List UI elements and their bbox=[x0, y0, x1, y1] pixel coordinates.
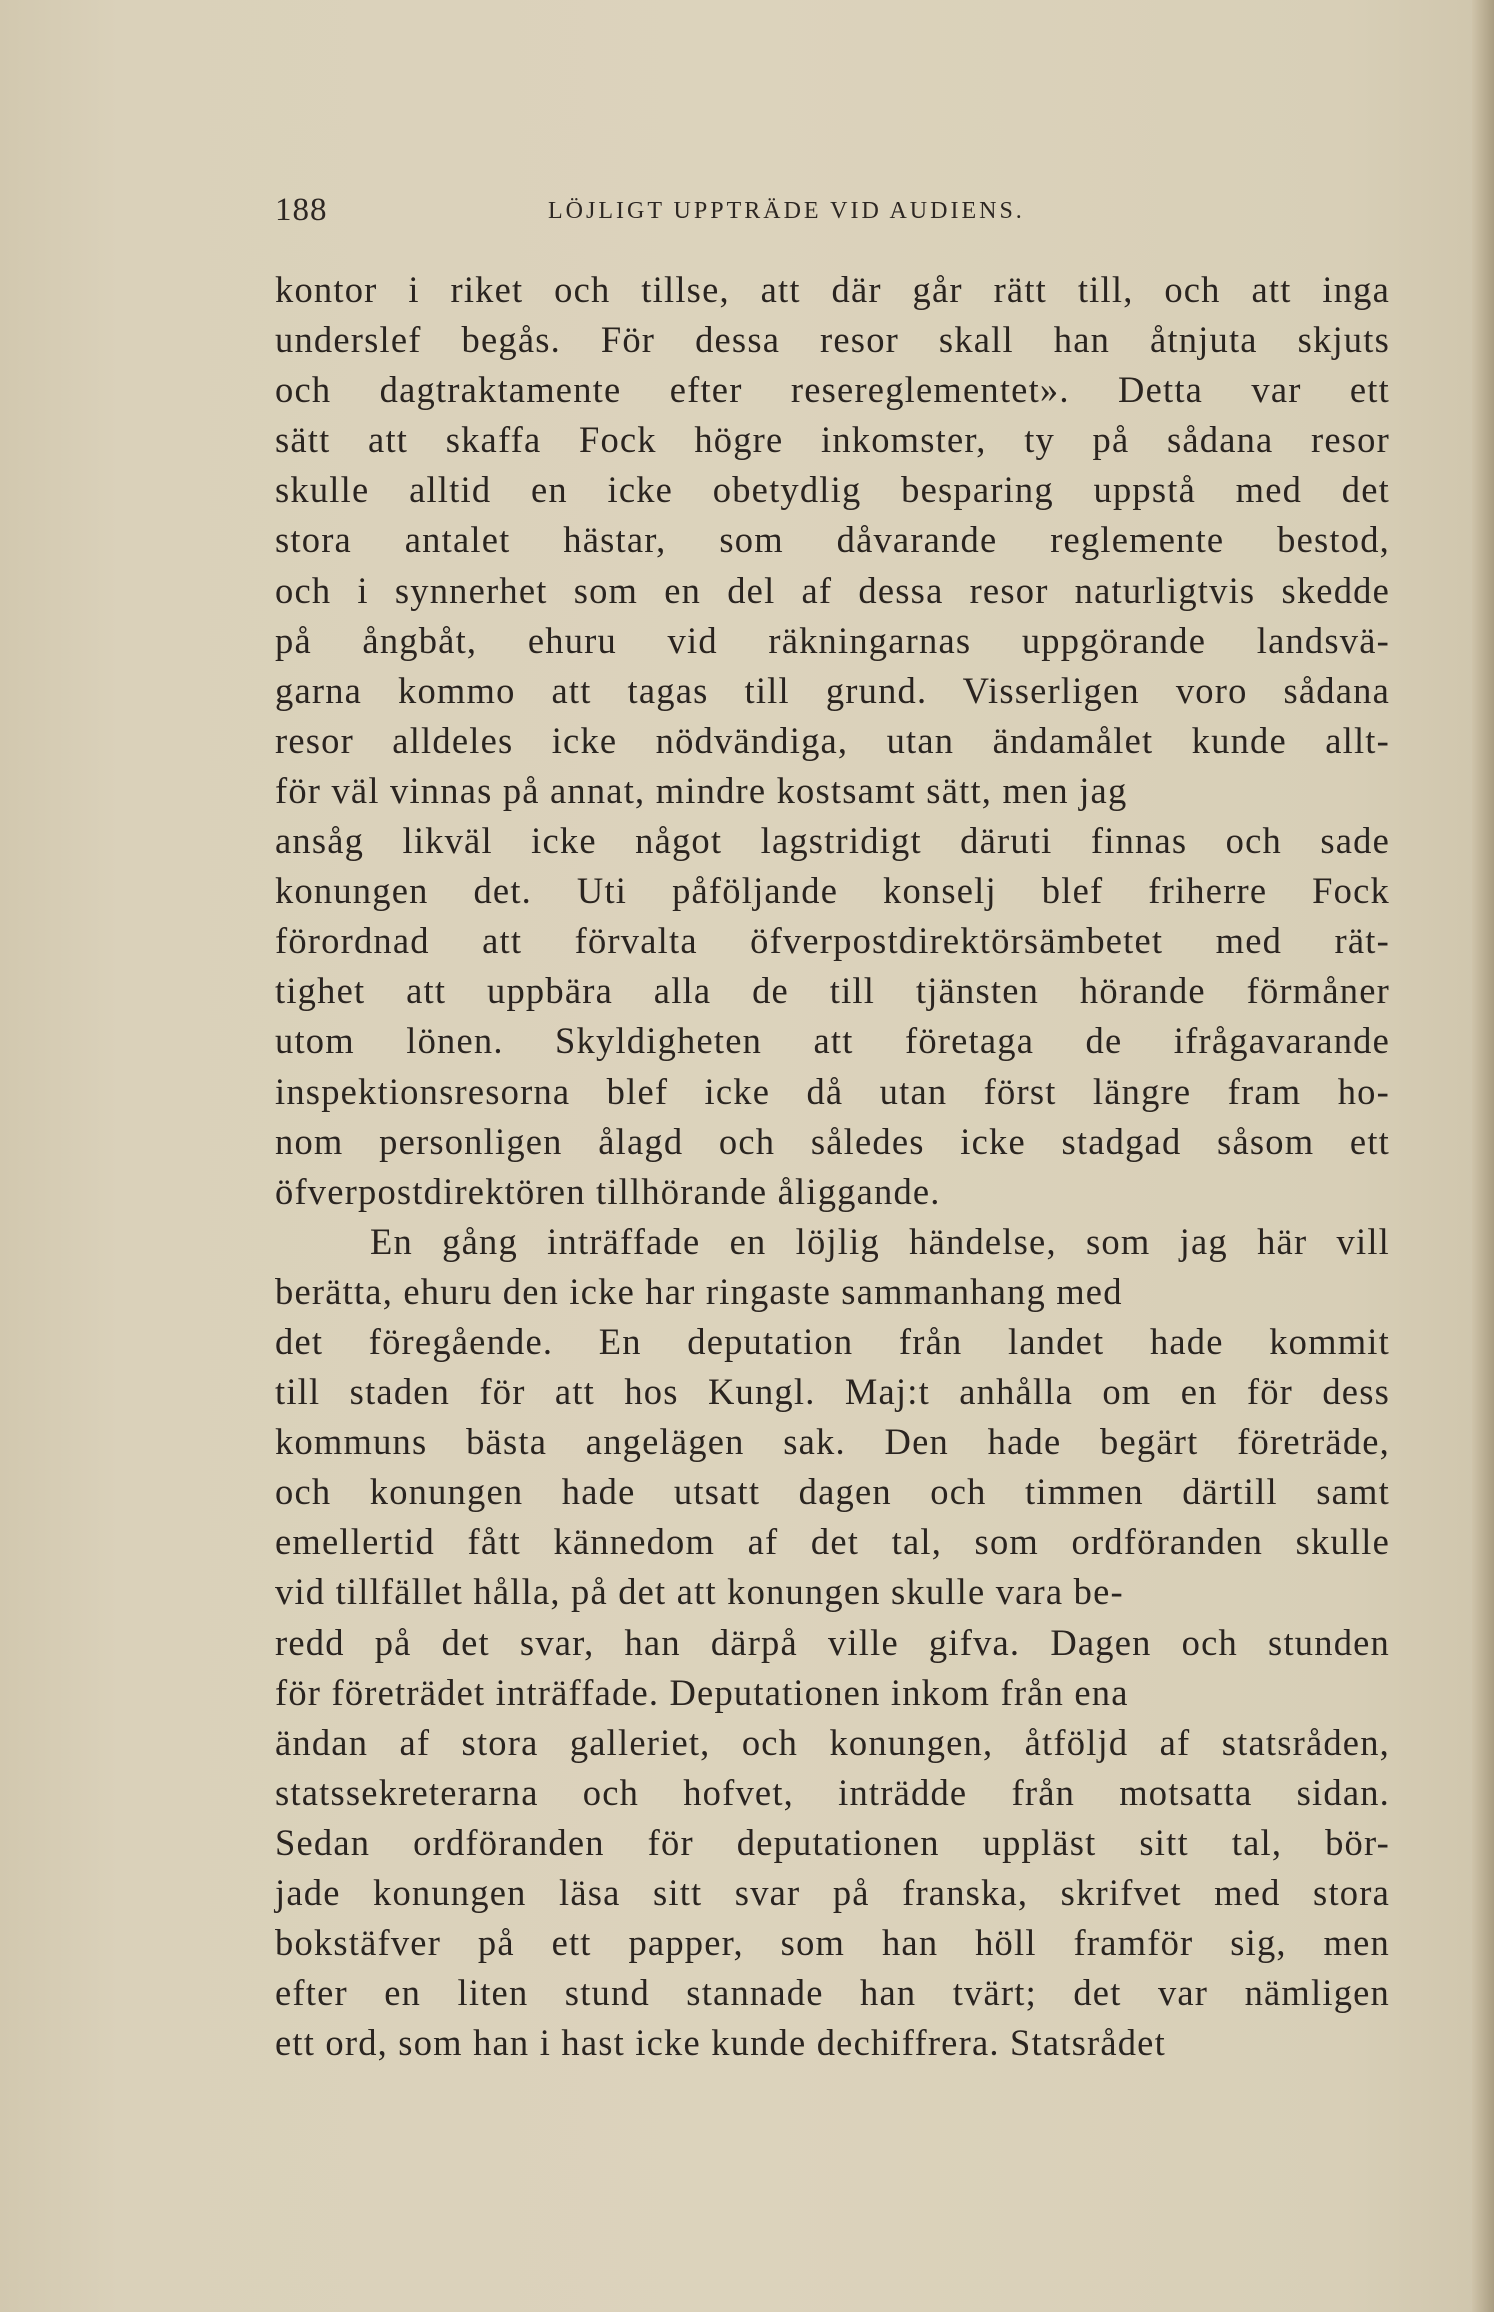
text-line: och dagtraktamente efter resereglementet». Detta var ett bbox=[275, 369, 1390, 411]
text-line: till staden för att hos Kungl. Maj:t anhålla om en för dess bbox=[275, 1371, 1390, 1413]
text-line: öfverpostdirektören tillhörande åliggande. bbox=[275, 1170, 941, 1212]
text-line: nom personligen ålagd och således icke stadgad såsom ett bbox=[275, 1120, 1390, 1162]
text-line: för väl vinnas på annat, mindre kostsamt sätt, men jag bbox=[275, 769, 1128, 811]
text-line: stora antalet hästar, som dåvarande reglemente bestod, bbox=[275, 519, 1390, 561]
text-line: emellertid fått kännedom af det tal, som ordföranden skulle bbox=[275, 1521, 1390, 1563]
text-line: redd på det svar, han därpå ville gifva. Dagen och stunden bbox=[275, 1621, 1390, 1663]
running-head bbox=[275, 192, 1135, 232]
text-line: efter en liten stund stannade han tvärt; det var nämligen bbox=[275, 1972, 1390, 2014]
text-line: kontor i riket och tillse, att där går rätt till, och att inga bbox=[275, 269, 1390, 310]
text-line: konungen det. Uti påföljande konselj blef friherre Fock bbox=[275, 870, 1390, 912]
text-line: sätt att skaffa Fock högre inkomster, ty på sådana resor bbox=[275, 419, 1390, 461]
text-line: En gång inträffade en löjlig händelse, som jag här vill bbox=[370, 1220, 1390, 1262]
text-line: tighet att uppbära alla de till tjänsten hörande förmåner bbox=[275, 970, 1390, 1012]
page-number: 188 bbox=[275, 192, 328, 228]
text-line: vid tillfället hålla, på det att konungen skulle vara be- bbox=[275, 1571, 1124, 1613]
text-line: bokstäfver på ett papper, som han höll framför sig, men bbox=[275, 1922, 1390, 1964]
text-line: ansåg likväl icke något lagstridigt däruti finnas och sade bbox=[275, 820, 1390, 862]
text-line: kommuns bästa angelägen sak. Den hade begärt företräde, bbox=[275, 1421, 1390, 1463]
text-line: för företrädet inträffade. Deputationen inkom från ena bbox=[275, 1671, 1129, 1713]
text-line: och konungen hade utsatt dagen och timmen därtill samt bbox=[275, 1471, 1390, 1513]
text-line: det föregående. En deputation från landet hade kommit bbox=[275, 1320, 1390, 1362]
text-line: resor alldeles icke nödvändiga, utan ändamålet kunde allt- bbox=[275, 719, 1390, 761]
text-line: Sedan ordföranden för deputationen uppläst sitt tal, bör- bbox=[275, 1821, 1390, 1863]
text-line: ändan af stora galleriet, och konungen, åtföljd af statsråden, bbox=[275, 1721, 1390, 1763]
text-line: förordnad att förvalta öfverpostdirektörsämbetet med rät- bbox=[275, 920, 1390, 962]
text-line: statssekreterarna och hofvet, inträdde från motsatta sidan. bbox=[275, 1771, 1390, 1813]
text-line: inspektionsresorna blef icke då utan först längre fram ho- bbox=[275, 1070, 1390, 1112]
running-title: LÖJLIGT UPPTRÄDE VID AUDIENS. bbox=[548, 198, 1025, 224]
text-line: utom lönen. Skyldigheten att företaga de ifrågavarande bbox=[275, 1020, 1390, 1062]
text-line: underslef begås. För dessa resor skall han åtnjuta skjuts bbox=[275, 319, 1390, 361]
page-edge-shadow bbox=[1472, 0, 1494, 2312]
text-line: skulle alltid en icke obetydlig besparing uppstå med det bbox=[275, 469, 1390, 511]
text-line: jade konungen läsa sitt svar på franska, skrifvet med stora bbox=[275, 1872, 1390, 1913]
text-line: och i synnerhet som en del af dessa resor naturligtvis skedde bbox=[275, 569, 1390, 611]
text-line: berätta, ehuru den icke har ringaste sammanhang med bbox=[275, 1270, 1123, 1312]
body-text bbox=[275, 265, 1415, 2068]
text-line: garna kommo att tagas till grund. Visserligen voro sådana bbox=[275, 669, 1390, 711]
text-line: ett ord, som han i hast icke kunde dechiffrera. Statsrådet bbox=[275, 2022, 1166, 2064]
text-line: på ångbåt, ehuru vid räkningarnas uppgörande landsvä- bbox=[275, 619, 1390, 661]
